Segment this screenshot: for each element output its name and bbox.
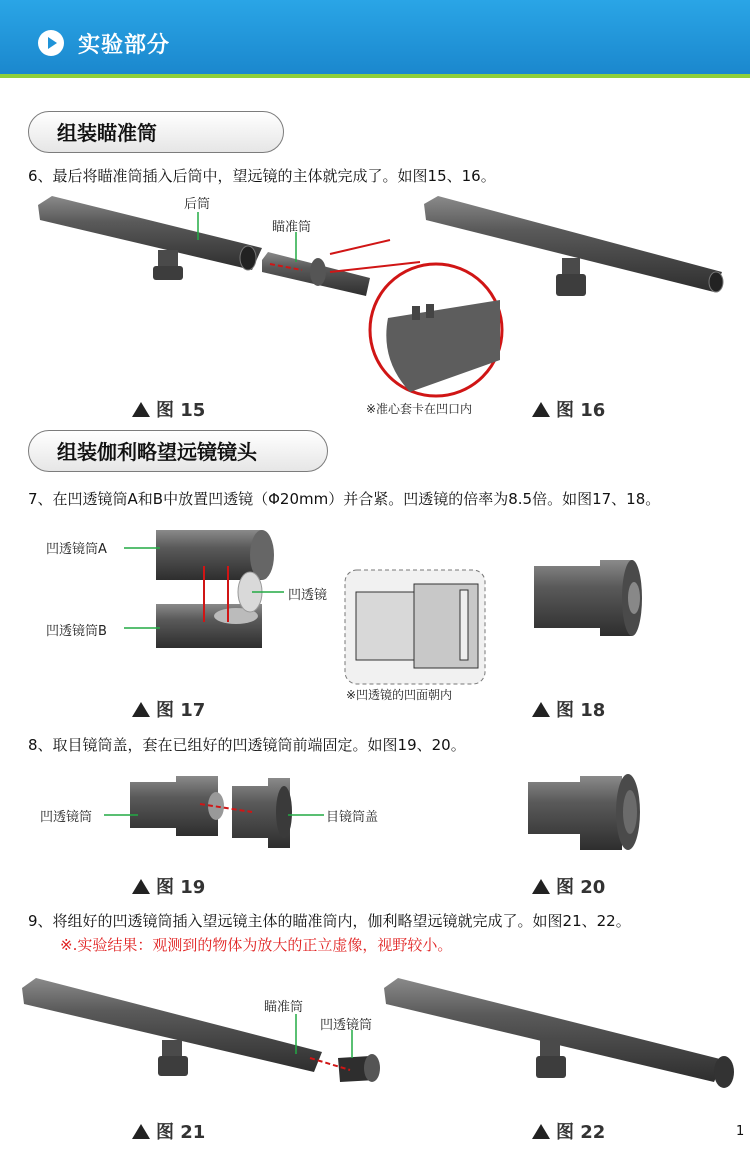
- label-eyepiece-cap: 目镜筒盖: [326, 810, 379, 825]
- eyepiece-assembled-fig20: [528, 774, 640, 850]
- step-9-text: 9、将组好的凹透镜筒插入望远镜主体的瞄准筒内，伽利略望远镜就完成了。如图21、22。: [28, 912, 631, 930]
- triangle-icon: [132, 1124, 150, 1139]
- label-concave-note: ※凹透镜的凹面朝内: [346, 688, 453, 702]
- figure-16-caption: 图 16: [532, 396, 605, 422]
- figure-21-caption: 图 21: [132, 1118, 205, 1144]
- figure-15-caption: 图 15: [132, 396, 205, 422]
- triangle-icon: [532, 702, 550, 717]
- step-7-text: 7、在凹透镜筒A和B中放置凹透镜（Φ20mm）并合紧。凹透镜的倍率为8.5倍。如图17、18。: [28, 490, 661, 508]
- page-title: 实验部分: [78, 33, 171, 58]
- telescope-fig22: [384, 978, 734, 1088]
- figure-19-caption: 图 19: [132, 873, 205, 899]
- triangle-icon: [132, 702, 150, 717]
- step-6-text: 6、最后将瞄准筒插入后筒中，望远镜的主体就完成了。如图15、16。: [28, 167, 496, 185]
- figure-18-caption: 图 18: [532, 696, 605, 722]
- lens-orientation-diagram: [345, 570, 485, 684]
- step-9-result-note: ※.实验结果：观测到的物体为放大的正立虚像，视野较小。: [60, 936, 453, 954]
- triangle-icon: [532, 402, 550, 417]
- section-title-sight-tube: 组装瞄准筒: [28, 111, 284, 153]
- label-lens-tube: 凹透镜筒: [40, 810, 93, 825]
- section-title-galilean-lens: 组装伽利略望远镜镜头: [28, 430, 328, 472]
- triangle-icon: [532, 879, 550, 894]
- label-lens-tube-a: 凹透镜筒A: [46, 542, 107, 557]
- figure-17-caption: 图 17: [132, 696, 205, 722]
- sight-tube-illustration: [262, 252, 370, 296]
- figure-22-caption: 图 22: [532, 1118, 605, 1144]
- label-concave-lens: 凹透镜: [288, 588, 328, 603]
- label-sight-tube: 瞄准筒: [272, 220, 312, 235]
- page-number: 1: [736, 1124, 745, 1139]
- label-rear-tube: 后筒: [184, 197, 211, 212]
- zoom-detail: [330, 240, 502, 396]
- lens-tube-a-illustration: [156, 530, 274, 580]
- triangle-icon: [532, 1124, 550, 1139]
- triangle-icon: [132, 879, 150, 894]
- label-lens-tube-2: 凹透镜筒: [320, 1018, 373, 1033]
- step-8-text: 8、取目镜筒盖，套在已组好的凹透镜筒前端固定。如图19、20。: [28, 736, 466, 754]
- label-lens-tube-b: 凹透镜筒B: [46, 624, 107, 639]
- lens-tube-assembled-fig18: [534, 560, 642, 636]
- triangle-icon: [132, 402, 150, 417]
- rear-tube-illustration: [38, 196, 262, 280]
- label-sight-tube-2: 瞄准筒: [264, 1000, 304, 1015]
- label-sight-note: ※准心套卡在凹口内: [366, 402, 473, 416]
- figure-20-caption: 图 20: [532, 873, 605, 899]
